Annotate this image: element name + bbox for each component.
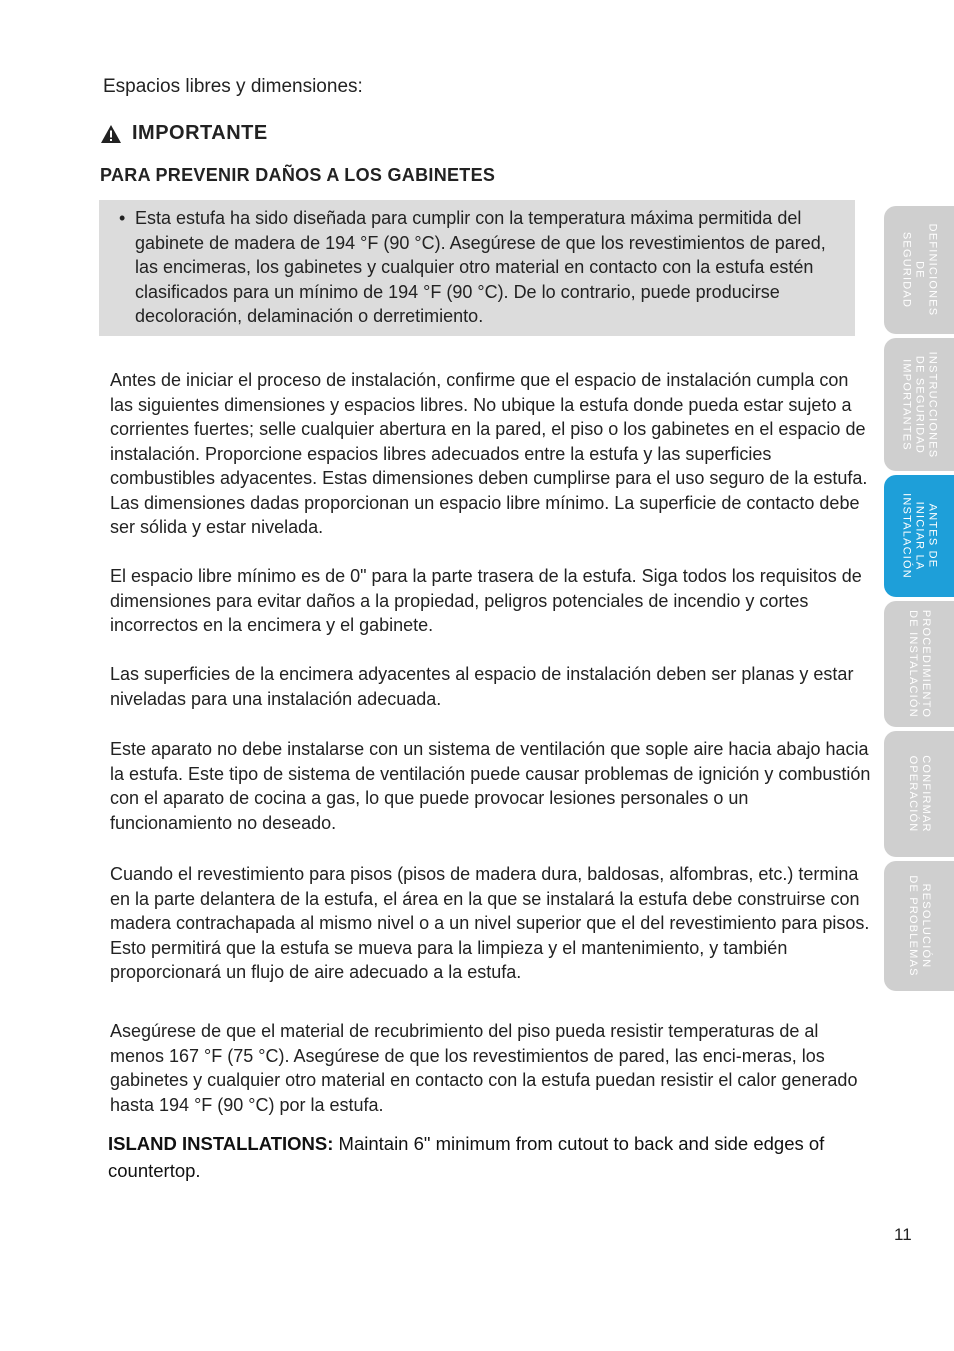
- paragraph: Las superficies de la encimera adyacentes al espacio de instalación deben ser planas y estar niveladas para una instalación adecuada.: [110, 664, 854, 709]
- page-number: 11: [894, 1225, 912, 1244]
- tab-label: RESOLUCIÓN DE PROBLEMAS: [907, 875, 932, 977]
- tab-label: INSTRUCCIONES DE SEGURIDAD IMPORTANTES: [900, 351, 939, 458]
- paragraph: Cuando el revestimiento para pisos (pisos de madera dura, baldosas, alfombras, etc.) termina en la parte delantera de la estufa, el área en la que se instalará la estufa debe construirse con madera contrachapada al mismo nivel o a un nivel superior que el del revestimiento para pisos. Esto permitirá que la estufa se mueva para la limpieza y el mantenimiento, y también proporcionará un flujo de aire adecuado a la estufa.: [110, 864, 870, 982]
- tab-before-installation[interactable]: [884, 475, 954, 597]
- island-installations-note: [108, 1130, 878, 1184]
- important-label: IMPORTANTE: [132, 122, 268, 144]
- tab-safety-instructions[interactable]: [884, 338, 954, 471]
- paragraph: Antes de iniciar el proceso de instalación, confirme que el espacio de instalación cumpla con las siguientes dimensiones y espacios libres. No ubique la estufa donde pueda estar sujeto a corrientes fuertes; selle cualquier abertura en la pared, el piso o los gabinetes en el espacio de instalación. Proporcione espacios libres adecuados entre la estufa y las superficies combustibles adyacentes. Estas dimensiones deben cumplirse para el uso seguro de la estufa. Las dimensiones dadas proporcionan un espacio libre mínimo. La superficie de contacto debe ser sólida y estar nivelada.: [110, 370, 868, 537]
- paragraph: Asegúrese de que el material de recubrimiento del piso pueda resistir temperaturas de al menos 167 °F (75 °C). Asegúrese de que los revestimientos de pared, las enci-meras, los gabinetes y cualquier otro material en contacto con la estufa puedan resistir el calor generado hasta 194 °F (90 °C) por la estufa.: [110, 1021, 858, 1115]
- bullet: •: [119, 208, 126, 228]
- section-title: Espacios libres y dimensiones:: [103, 76, 363, 97]
- tab-label: PROCEDIMIENTO DE INSTALACIÓN: [907, 609, 932, 719]
- paragraph: El espacio libre mínimo es de 0" para la parte trasera de la estufa. Siga todos los requisitos de dimensiones para evitar daños a la propiedad, peligros potenciales de incendio y cortes incorrectos en la encimera y el gabinete.: [110, 566, 862, 635]
- island-lead: ISLAND INSTALLATIONS:: [108, 1133, 334, 1154]
- island-text: Maintain 6" minimum from cutout to back and side edges of countertop.: [108, 1133, 825, 1181]
- tab-troubleshooting[interactable]: [884, 861, 954, 991]
- tab-label: ANTES DE INICIAR LA INSTALACIÓN: [900, 493, 939, 579]
- warning-text: Esta estufa ha sido diseñada para cumplir con la temperatura máxima permitida del gabinete de madera de 194 °F (90 °C). Asegúrese de que los revestimientos de pared, las encimeras, los gabinetes y cualquier otro material en contacto con la estufa estén clasificados para un mínimo de 194 °F (90 °C). De lo contrario, puede producirse decoloración, delaminación o derretimiento.: [135, 208, 826, 326]
- important-heading: [100, 122, 268, 145]
- prevent-damage-title: PARA PREVENIR DAÑOS A LOS GABINETES: [100, 165, 496, 185]
- tab-label: DEFINICIONES DE SEGURIDAD: [900, 223, 939, 317]
- tab-label: CONFIRMAR OPERACIÓN: [907, 755, 932, 833]
- warning-triangle-icon: [100, 124, 122, 144]
- tab-installation-procedure[interactable]: [884, 601, 954, 727]
- tab-safety-definitions[interactable]: [884, 206, 954, 334]
- warning-box: [99, 200, 855, 336]
- tab-confirm-operation[interactable]: [884, 731, 954, 857]
- paragraph: Este aparato no debe instalarse con un sistema de ventilación que sople aire hacia abajo hacia la estufa. Este tipo de sistema de ventilación puede causar problemas de ignición y combustión con el aparato de cocina a gas, lo que puede provocar lesiones personales o un funcionamiento no deseado.: [110, 739, 871, 833]
